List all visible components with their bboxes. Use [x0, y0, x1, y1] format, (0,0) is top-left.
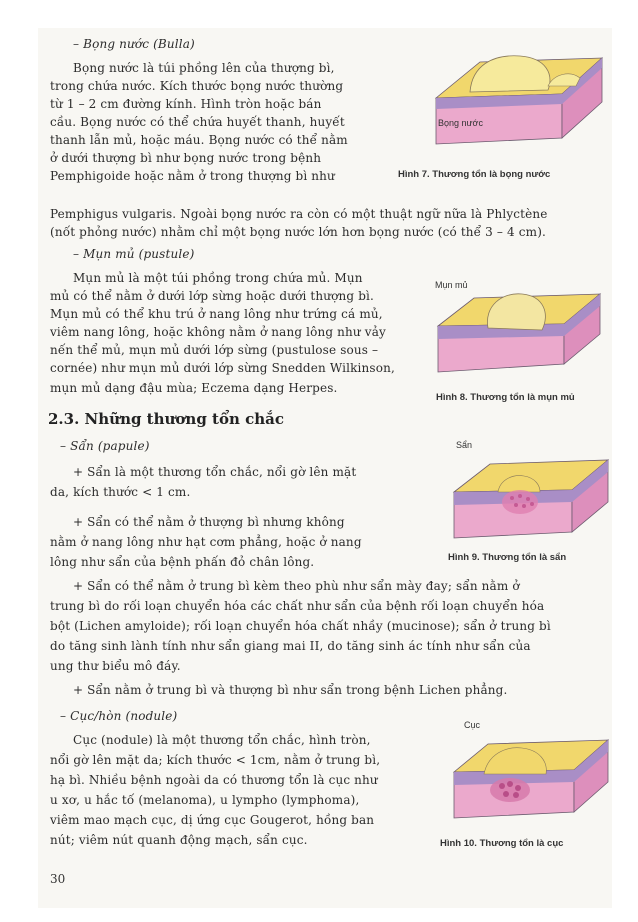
text-line: trung bì do rối loạn chuyển hóa các chất như sẩn của bệnh rối loạn chuyển hóa [50, 599, 545, 613]
heading-pustule: – Mụn mủ (pustule) [73, 247, 195, 261]
text-line: trong chứa nước. Kích thước bọng nước thường [50, 79, 344, 93]
text-line: Pemphigoide hoặc nằm ở trong thượng bì như [50, 169, 335, 183]
text-line: u xơ, u hắc tố (melanoma), u lympho (lymphoma), [50, 793, 360, 807]
text-line: cornée) như mụn mủ dưới lớp sừng Snedden Wilkinson, [50, 361, 395, 375]
text-line: Cục (nodule) là một thương tổn chắc, hình tròn, [73, 733, 371, 747]
figure-pustule-illustration [430, 280, 606, 386]
text-line: Pemphigus vulgaris. Ngoài bọng nước ra còn có một thuật ngữ nữa là Phlyctène [50, 207, 548, 221]
text-line: + Sẩn là một thương tổn chắc, nổi gờ lên mặt [73, 465, 357, 479]
text-line: thanh lẫn mủ, hoặc máu. Bọng nước có thể nằm [50, 133, 348, 147]
figure-bulla-illustration [430, 48, 606, 154]
text-line: da, kích thước < 1 cm. [50, 485, 191, 499]
figure-label-papule: Sẩn [456, 440, 473, 450]
figure-caption-8: Hình 8. Thương tổn là mụn mủ [436, 392, 575, 403]
text-line: nổi gờ lên mặt da; kích thước < 1cm, nằm ở trung bì, [50, 753, 381, 767]
text-line: nút; viêm nút quanh động mạch, sẩn cục. [50, 833, 308, 847]
heading-nodule: – Cục/hòn (nodule) [60, 709, 178, 723]
text-line: viêm nang lông, hoặc không nằm ở nang lông như vảy [50, 325, 386, 339]
text-line: viêm mao mạch cục, dị ứng cục Gougerot, hồng ban [50, 813, 375, 827]
text-line: lông như sẩn của bệnh phấn đỏ chân lông. [50, 555, 315, 569]
figure-label-pustule: Mụn mủ [435, 280, 468, 290]
book-page [38, 28, 612, 908]
text-line: Mụn mủ có thể khu trú ở nang lông như trứng cá mủ, [50, 307, 383, 321]
text-line: mủ có thể nằm ở dưới lớp sừng hoặc dưới thượng bì. [50, 289, 374, 303]
text-line: mụn mủ dạng đậu mùa; Eczema dạng Herpes. [50, 381, 338, 395]
text-line: hạ bì. Nhiều bệnh ngoài da có thương tổn là cục như [50, 773, 378, 787]
figure-caption-7: Hình 7. Thương tổn là bọng nước [398, 169, 551, 180]
heading-bulla: – Bọng nước (Bulla) [73, 37, 195, 51]
heading-papule: – Sẩn (papule) [60, 439, 150, 453]
figure-nodule-illustration [448, 728, 612, 832]
text-line: nến thể mủ, mụn mủ dưới lớp sừng (pustulose sous – [50, 343, 379, 357]
figure-papule-illustration [448, 448, 612, 552]
text-line: cầu. Bọng nước có thể chứa huyết thanh, huyết [50, 115, 345, 129]
section-heading-solid: 2.3. Những thương tổn chắc [48, 410, 284, 428]
figure-label-nodule: Cục [464, 720, 481, 730]
text-line: từ 1 – 2 cm đường kính. Hình tròn hoặc bán [50, 97, 322, 111]
text-line: (nốt phỏng nước) nhằm chỉ một bọng nước lớn hơn bọng nước (có thể 3 – 4 cm). [50, 225, 546, 239]
text-line: bột (Lichen amyloide); rối loạn chuyển hóa chất nhầy (mucinose); sẩn ở trung bì [50, 619, 551, 633]
figure-caption-10: Hình 10. Thương tổn là cục [440, 838, 564, 849]
text-line: Mụn mủ là một túi phồng trong chứa mủ. Mụn [73, 271, 363, 285]
page-number: 30 [50, 872, 66, 886]
text-line: + Sẩn có thể nằm ở trung bì kèm theo phù như sẩn mày đay; sẩn nằm ở [73, 579, 520, 593]
text-line: ở dưới thượng bì như bọng nước trong bệnh [50, 151, 322, 165]
text-line: ung thư biểu mô đáy. [50, 659, 181, 673]
text-line: Bọng nước là túi phồng lên của thượng bì, [73, 61, 335, 75]
figure-caption-9: Hình 9. Thương tổn là sẩn [448, 552, 567, 563]
text-line: do tăng sinh lành tính như sẩn giang mai II, do tăng sinh ác tính như sẩn của [50, 639, 531, 653]
figure-label-bulla: Bọng nước [438, 118, 483, 128]
text-line: + Sẩn nằm ở trung bì và thượng bì như sẩn trong bệnh Lichen phẳng. [73, 683, 508, 697]
text-line: + Sẩn có thể nằm ở thượng bì nhưng không [73, 515, 345, 529]
text-line: nằm ở nang lông như hạt cơm phẳng, hoặc ở nang [50, 535, 362, 549]
